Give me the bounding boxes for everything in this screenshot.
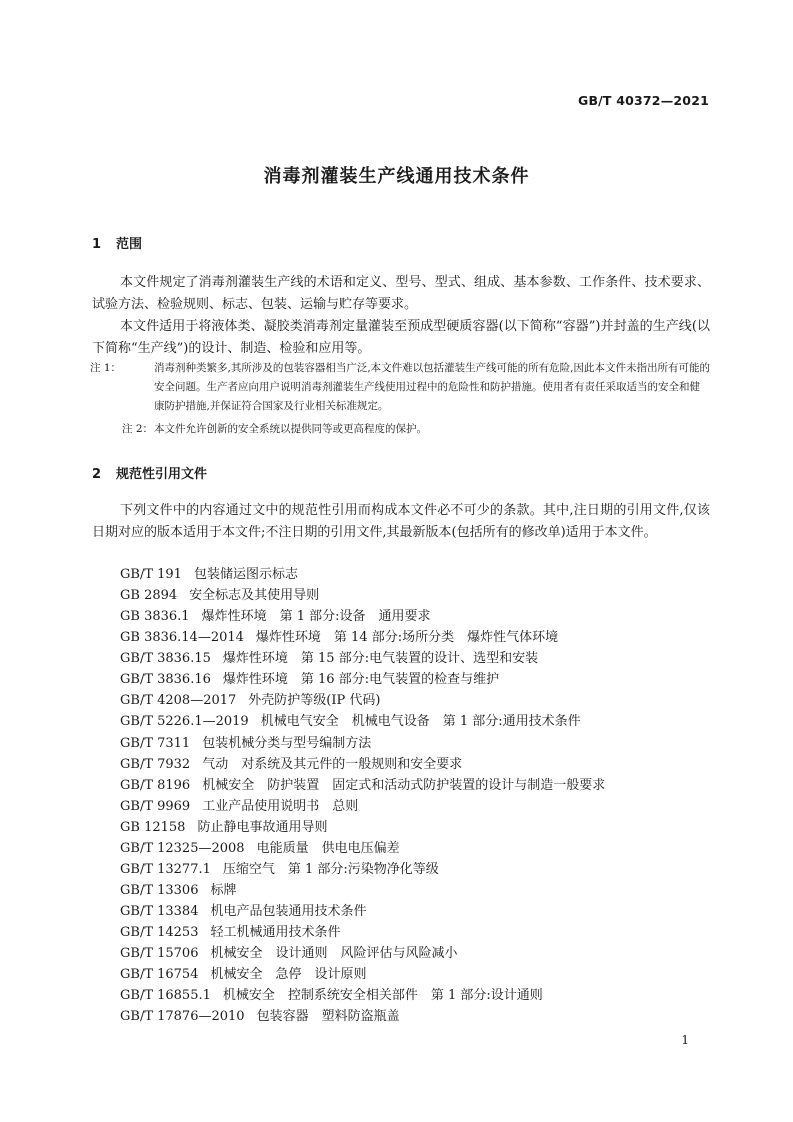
- reference-code: GB 12158: [120, 819, 186, 835]
- reference-item: [120, 985, 720, 1006]
- reference-code: GB/T 12325—2008: [120, 840, 245, 856]
- reference-title: 机械安全 控制系统安全相关部件 第 1 部分:设计通则: [222, 988, 543, 1004]
- scope-paragraph-2: 本文件适用于将液体类、凝胶类消毒剂定量灌装至预成型硬质容器(以下简称“容器”)并封盖的生产线(以下简称“生产线”)的设计、制造、检验和应用等。: [92, 319, 710, 356]
- note-1: [90, 359, 711, 416]
- reference-code: GB/T 13384: [120, 904, 199, 919]
- reference-title: 爆炸性环境 第 14 部分:场所分类 爆炸性气体环境: [255, 630, 559, 646]
- section-number: 1: [92, 237, 102, 252]
- reference-code: GB/T 13277.1: [120, 861, 211, 877]
- reference-code: GB/T 3836.16: [120, 672, 211, 688]
- section-heading-normative-references: [92, 463, 207, 482]
- section-heading-scope: [92, 233, 142, 252]
- section-title: 规范性引用文件: [116, 467, 208, 482]
- reference-title: 机械安全 防护装置 固定式和活动式防护装置的设计与制造一般要求: [202, 777, 606, 793]
- reference-item: [120, 669, 720, 690]
- reference-title: 机电产品包装通用技术条件: [210, 904, 367, 919]
- note-label: 注 1：: [90, 362, 122, 374]
- reference-title: 电能质量 供电电压偏差: [256, 840, 400, 856]
- reference-title: 气动 对系统及其元件的一般规则和安全要求: [202, 756, 463, 772]
- reference-title: 安全标志及其使用导则: [189, 588, 320, 604]
- note-label: 注 2：: [122, 423, 154, 435]
- note-text: 本文件允许创新的安全系统以提供同等或更高程度的保护。: [154, 423, 427, 435]
- reference-title: 轻工机械通用技术条件: [210, 925, 341, 941]
- reference-item: [120, 796, 720, 817]
- reference-code: GB/T 4208—2017: [120, 693, 237, 709]
- reference-title: 爆炸性环境 第 15 部分:电气装置的设计、选型和安装: [222, 651, 539, 667]
- reference-code: GB/T 191: [120, 567, 182, 582]
- scope-paragraph-1: 本文件规定了消毒剂灌装生产线的术语和定义、型号、型式、组成、基本参数、工作条件、技术要求、试验方法、检验规则、标志、包装、运输与贮存等要求。: [92, 275, 710, 312]
- reference-item: [120, 606, 720, 627]
- reference-title: 机械安全 急停 设计原则: [210, 967, 367, 983]
- reference-code: GB/T 9969: [120, 798, 191, 814]
- reference-title: 工业产品使用说明书 总则: [202, 798, 359, 814]
- reference-code: GB/T 7932: [120, 756, 191, 772]
- reference-item: [120, 838, 720, 859]
- reference-title: 压缩空气 第 1 部分:污染物净化等级: [222, 861, 439, 877]
- reference-title: 外壳防护等级(IP 代码): [248, 693, 381, 709]
- reference-item: [120, 711, 720, 732]
- reference-code: GB/T 8196: [120, 777, 191, 793]
- reference-title: 爆炸性环境 第 16 部分:电气装置的检查与维护: [222, 672, 500, 688]
- reference-title: 包装储运图示标志: [193, 567, 298, 582]
- standard-code: GB/T 40372—2021: [577, 93, 709, 108]
- reference-item: [120, 817, 720, 838]
- reference-code: GB/T 16855.1: [120, 988, 211, 1004]
- reference-code: GB/T 16754: [120, 967, 199, 983]
- reference-item: [120, 880, 720, 901]
- reference-title: 包装容器 塑料防盗瓶盖: [256, 1009, 400, 1025]
- note-2: [122, 420, 710, 439]
- reference-item: [120, 690, 720, 711]
- reference-item: [120, 943, 720, 964]
- note-text: 消毒剂种类繁多,其所涉及的包装容器相当广泛,本文件难以包括灌装生产线可能的所有危险,因此本文件未指出所有可能的安全问题。生产者应向用户说明消毒剂灌装生产线使用过程中的危险性和防护措施。使用者有责任采取适当的安全和健康防护措施,并保证符合国家及行业相关标准规定。: [154, 362, 711, 412]
- reference-title: 爆炸性环境 第 1 部分:设备 通用要求: [201, 609, 431, 625]
- reference-item: [120, 648, 720, 669]
- reference-item: [120, 964, 720, 985]
- reference-code: GB/T 3836.15: [120, 651, 211, 667]
- document-title: 消毒剂灌装生产线通用技术条件: [263, 166, 530, 187]
- references-intro: 下列文件中的内容通过文中的规范性引用而构成本文件必不可少的条款。其中,注日期的引用文件,仅该日期对应的版本适用于本文件;不注日期的引用文件,其最新版本(包括所有的修改单)适用于本文件。: [92, 503, 710, 540]
- reference-title: 机械电气安全 机械电气设备 第 1 部分:通用技术条件: [260, 714, 581, 730]
- reference-code: GB 3836.1: [120, 609, 190, 625]
- reference-item: [120, 754, 720, 775]
- reference-item: [120, 1006, 720, 1027]
- reference-code: GB/T 15706: [120, 946, 199, 962]
- reference-code: GB 2894: [120, 588, 178, 604]
- reference-item: [120, 901, 720, 922]
- reference-title: 包装机械分类与型号编制方法: [202, 735, 372, 751]
- reference-code: GB/T 14253: [120, 925, 199, 941]
- reference-title: 机械安全 设计通则 风险评估与风险减小: [210, 946, 458, 962]
- reference-item: [120, 564, 720, 585]
- page-number: 1: [681, 1033, 689, 1047]
- reference-item: [120, 775, 720, 796]
- reference-item: [120, 859, 720, 880]
- reference-item: [120, 627, 720, 648]
- reference-item: [120, 585, 720, 606]
- section-title: 范围: [116, 237, 143, 252]
- reference-item: [120, 733, 720, 754]
- section-number: 2: [92, 467, 102, 482]
- reference-code: GB/T 17876—2010: [120, 1009, 245, 1025]
- reference-item: [120, 922, 720, 943]
- reference-code: GB/T 7311: [120, 735, 191, 751]
- reference-list: [120, 564, 720, 1027]
- reference-code: GB/T 13306: [120, 882, 199, 898]
- reference-code: GB/T 5226.1—2019: [120, 714, 249, 730]
- reference-code: GB 3836.14—2014: [120, 630, 244, 646]
- reference-title: 标牌: [210, 882, 237, 898]
- reference-title: 防止静电事故通用导则: [197, 819, 328, 835]
